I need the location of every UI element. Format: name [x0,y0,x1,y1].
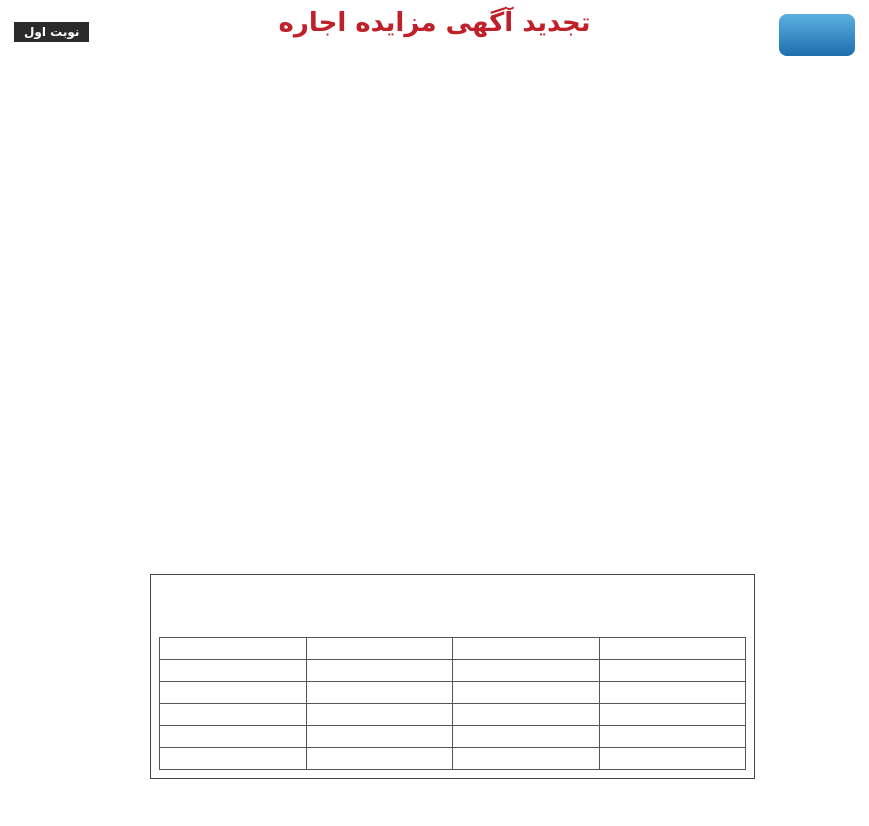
table-row [160,704,746,726]
table-row [160,682,746,704]
water-wave-icon [779,14,855,56]
table-row [160,660,746,682]
lease-details-box [150,574,755,779]
lease-table [159,637,746,770]
issue-badge: نوبت اول [14,22,89,42]
table-row [160,726,746,748]
notice-title: تجدید آگهی مزایده اجاره [278,8,591,38]
table-row [160,748,746,770]
notice-body [14,82,855,562]
company-logo [779,8,855,70]
table-row [160,638,746,660]
